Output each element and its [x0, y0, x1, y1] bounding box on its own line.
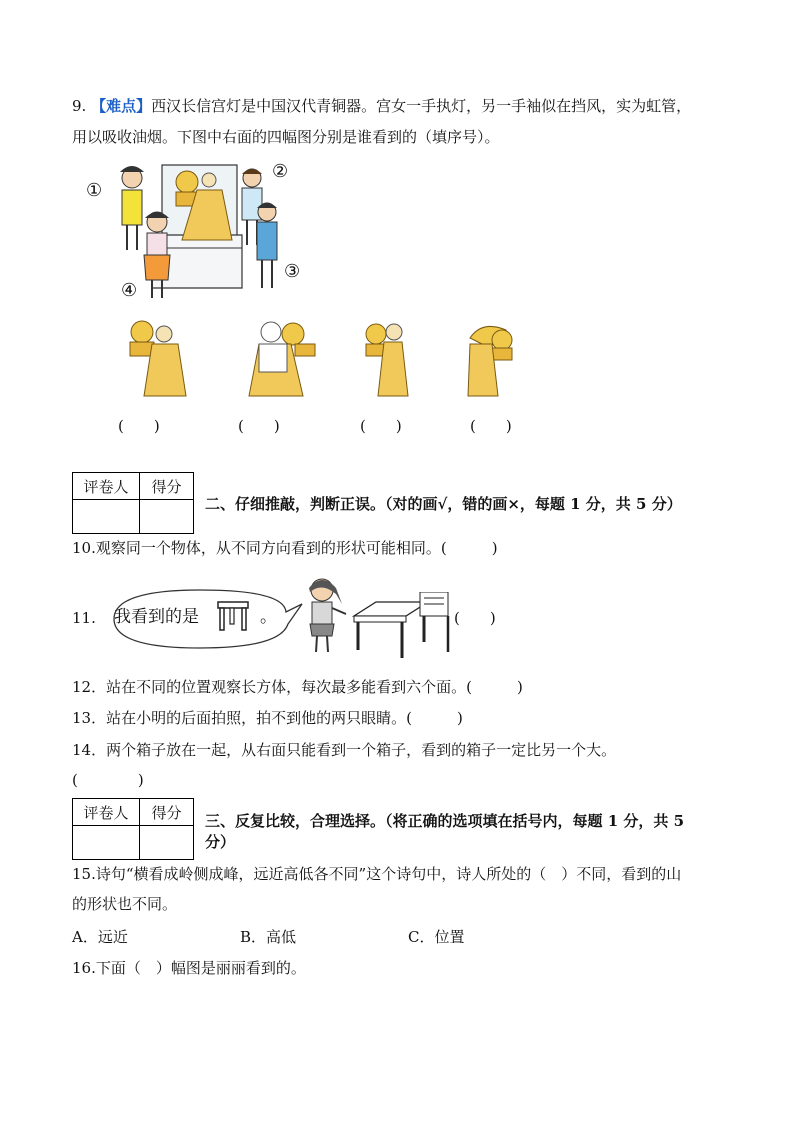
q15-option-a[interactable]: A．远近	[72, 928, 128, 946]
speech-period: 。	[260, 607, 277, 627]
marker-2: ②	[272, 161, 289, 182]
lamp-view-1	[122, 318, 192, 403]
q9-answer-blank-3[interactable]: ( )	[360, 417, 402, 435]
grader-cell[interactable]	[73, 826, 140, 860]
table-and-chair-illustration	[352, 592, 456, 662]
score-cell[interactable]	[140, 826, 194, 860]
q11-number: 11.	[72, 609, 96, 627]
q9-line1	[72, 96, 691, 116]
q10-text: 10.观察同一个物体，从不同方向看到的形状可能相同。( )	[72, 539, 498, 557]
q16-text: 16.下面（ ）幅图是丽丽看到的。	[72, 959, 306, 977]
q11-answer-blank[interactable]: ( )	[454, 609, 496, 627]
q15-line2: 的形状也不同。	[72, 895, 178, 913]
grader-score-table-3	[72, 798, 194, 860]
q9-difficulty-tag: 【难点】	[91, 97, 152, 115]
q13-text: 13．站在小明的后面拍照，拍不到他的两只眼睛。( )	[72, 709, 463, 727]
lamp-view-3	[362, 318, 412, 403]
table-front-view-icon	[216, 600, 250, 632]
q9-line2: 用以吸收油烟。下图中右面的四幅图分别是谁看到的（填序号）。	[72, 128, 500, 146]
grader-header: 评卷人	[73, 473, 140, 500]
q15-option-c[interactable]: C．位置	[408, 928, 465, 946]
q9-answer-blank-2[interactable]: ( )	[238, 417, 280, 435]
q9-answer-blank-1[interactable]: ( )	[118, 417, 160, 435]
section2-title: 二、仔细推敲，判断正误。（对的画√，错的画×，每题 1 分，共 5 分）	[205, 495, 682, 513]
girl-illustration	[296, 574, 351, 656]
score-header: 得分	[140, 473, 194, 500]
q9-text-1: 西汉长信宫灯是中国汉代青铜器。宫女一手执灯，另一手袖似在挡风，实为虹管，	[151, 97, 692, 115]
q12-text: 12．站在不同的位置观察长方体，每次最多能看到六个面。( )	[72, 678, 523, 696]
section3-title-line2: 分）	[205, 833, 236, 851]
q14-line1: 14．两个箱子放在一起，从右面只能看到一个箱子，看到的箱子一定比另一个大。	[72, 741, 617, 759]
lamp-view-4	[462, 318, 517, 403]
q9-answer-blank-4[interactable]: ( )	[470, 417, 512, 435]
marker-3: ③	[284, 261, 301, 282]
grader-score-table-2	[72, 472, 194, 534]
grader-header: 评卷人	[73, 799, 140, 826]
marker-4: ④	[121, 280, 138, 301]
q9-number: 9.	[72, 97, 87, 115]
score-header: 得分	[140, 799, 194, 826]
grader-cell[interactable]	[73, 500, 140, 534]
lamp-view-2	[243, 318, 318, 403]
section3-title-line1: 三、反复比较，合理选择。（将正确的选项填在括号内，每题 1 分，共 5	[205, 812, 685, 830]
q14-answer-blank[interactable]: ( )	[72, 771, 144, 789]
q15-line1: 15.诗句“横看成岭侧成峰，远近高低各不同”这个诗句中，诗人所处的（ ）不同，看到的山	[72, 865, 682, 883]
marker-1: ①	[86, 180, 103, 201]
score-cell[interactable]	[140, 500, 194, 534]
speech-text: 我看到的是	[114, 607, 199, 627]
q15-option-b[interactable]: B．高低	[240, 928, 297, 946]
